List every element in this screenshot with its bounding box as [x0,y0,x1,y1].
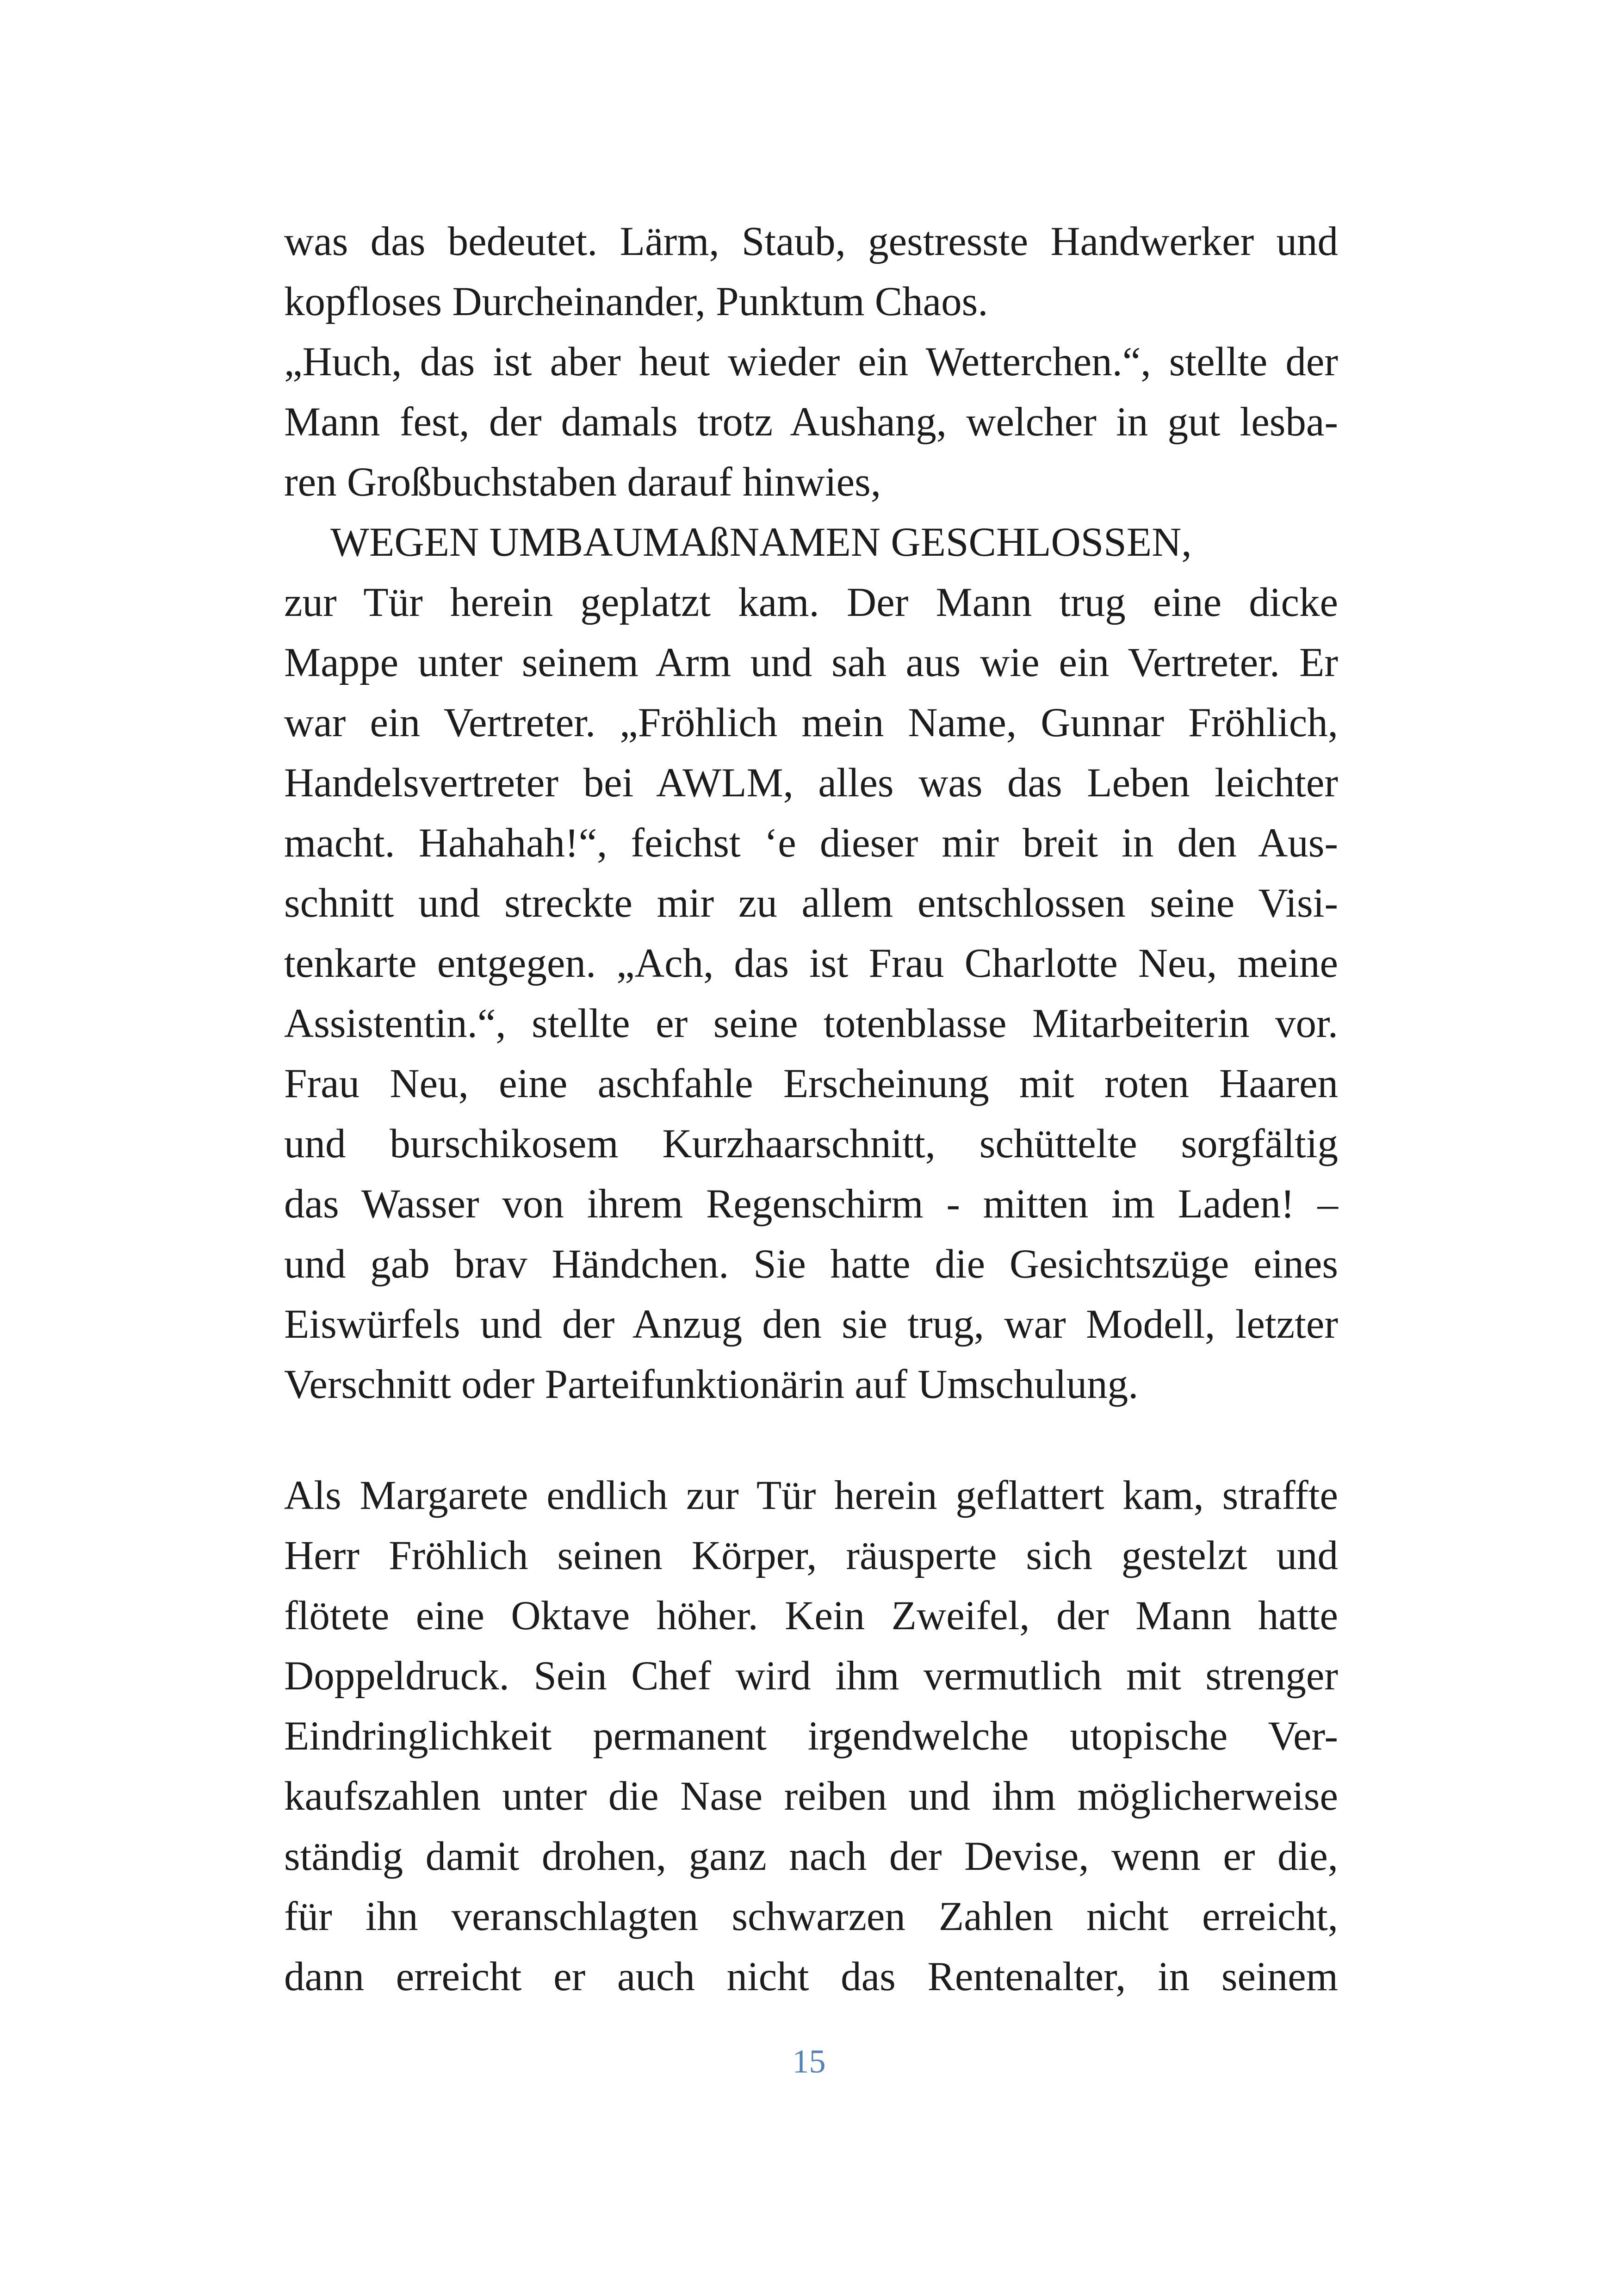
paragraph-2 [284,1465,1338,2007]
paragraph-1 [284,211,1338,1415]
notice-text-line: WEGEN UMBAUMAßNAMEN GESCHLOSSEN, [330,520,1192,565]
text-line: schnitt und streckte mir zu allem entschlossen seine Visi- [284,881,1338,926]
text-line: und gab brav Händchen. Sie hatte die Gesichtszüge eines [284,1241,1338,1287]
text-line: was das bedeutet. Lärm, Staub, gestresste Handwerker und [284,219,1338,264]
text-line: „Huch, das ist aber heut wieder ein Wetterchen.“, stellte der [284,339,1338,385]
text-line: das Wasser von ihrem Regenschirm - mitten im Laden! – [284,1181,1338,1227]
text-line: ren Großbuchstaben darauf hinwies, [284,459,881,505]
text-line: für ihn veranschlagten schwarzen Zahlen nicht erreicht, [284,1894,1338,1939]
text-line: tenkarte entgegen. „Ach, das ist Frau Charlotte Neu, meine [284,941,1338,986]
text-line: Mann fest, der damals trotz Aushang, welcher in gut lesba- [284,399,1338,445]
text-line: Eiswürfels und der Anzug den sie trug, war Modell, letzter [284,1302,1338,1347]
text-line: Frau Neu, eine aschfahle Erscheinung mit roten Haaren [284,1061,1338,1106]
text-line: flötete eine Oktave höher. Kein Zweifel, der Mann hatte [284,1593,1338,1638]
text-line: Eindringlichkeit permanent irgendwelche utopische Ver- [284,1713,1338,1759]
text-line: und burschikosem Kurzhaarschnitt, schüttelte sorgfältig [284,1121,1338,1167]
text-line: Verschnitt oder Parteifunktionärin auf Umschulung. [284,1362,1139,1407]
text-line: Handelsvertreter bei AWLM, alles was das Leben leichter [284,760,1338,806]
page-number: 15 [792,2043,826,2080]
text-line: Doppeldruck. Sein Chef wird ihm vermutlich mit strenger [284,1653,1338,1699]
text-line: Herr Fröhlich seinen Körper, räusperte sich gestelzt und [284,1533,1338,1578]
text-line: war ein Vertreter. „Fröhlich mein Name, Gunnar Fröhlich, [284,700,1338,745]
text-line: Assistentin.“, stellte er seine totenblasse Mitarbeiterin vor. [284,1001,1338,1046]
text-line: kaufszahlen unter die Nase reiben und ihm möglicherweise [284,1774,1338,1819]
text-line: Als Margarete endlich zur Tür herein geflattert kam, straffte [284,1473,1338,1518]
text-line: kopfloses Durcheinander, Punktum Chaos. [284,279,988,324]
text-line: Mappe unter seinem Arm und sah aus wie ein Vertreter. Er [284,640,1338,685]
text-line: dann erreicht er auch nicht das Rentenalter, in seinem [284,1954,1338,1999]
text-line: ständig damit drohen, ganz nach der Devise, wenn er die, [284,1834,1338,1879]
text-line: macht. Hahahah!“, feichst ‘e dieser mir breit in den Aus- [284,820,1338,866]
text-line: zur Tür herein geplatzt kam. Der Mann trug eine dicke [284,580,1338,625]
